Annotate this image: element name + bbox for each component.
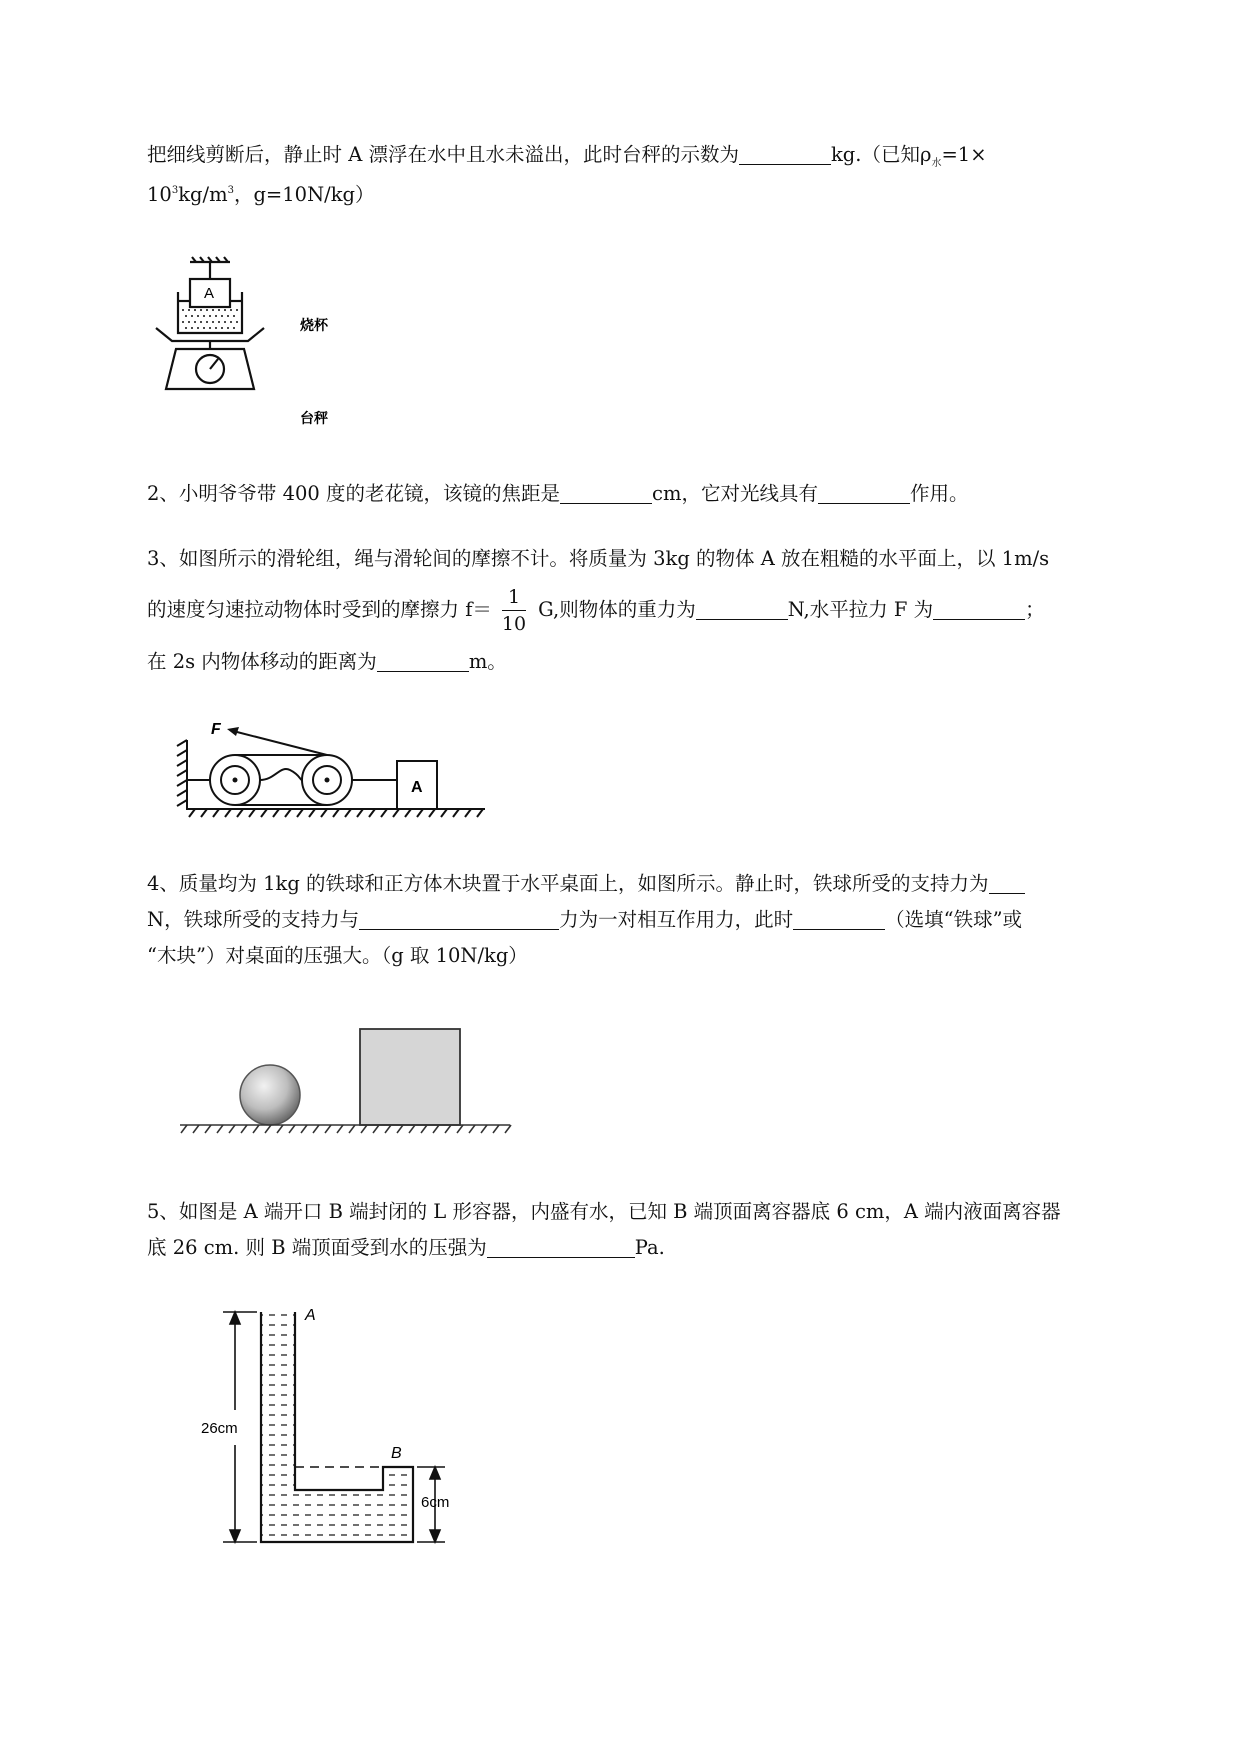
q5-blank-pressure[interactable]	[487, 1237, 635, 1258]
figure-pulley-system	[175, 720, 495, 820]
figure-ball-and-block	[175, 1015, 535, 1135]
q2-text: 2、小明爷爷带 400 度的老花镜，该镜的焦距是 cm，它对光线具有 作用。	[147, 482, 969, 505]
q4-blank-support-force[interactable]	[989, 873, 1025, 894]
q1-answer-blank[interactable]	[739, 144, 831, 165]
q3-text-line2: 的速度匀速拉动物体时受到的摩擦力 f＝ $\frac{1}{10}$ G,则物体的重力为 N,水平拉力 F 为 ；	[147, 586, 1045, 635]
fig1-label-a: A	[204, 285, 215, 302]
wood-block	[360, 1029, 460, 1125]
q4-text-line3: “木块”）对桌面的压强大。（g 取 10N/kg）	[147, 944, 528, 967]
figure-l-shaped-container	[195, 1300, 475, 1560]
q2-blank-focal-length[interactable]	[560, 483, 652, 504]
q3-blank-weight[interactable]	[696, 599, 788, 620]
q4-blank-pair-force[interactable]	[359, 909, 559, 930]
fig3-label-f: F	[211, 721, 221, 738]
fig5-label-6cm: 6cm	[421, 1494, 450, 1511]
q3-blank-distance[interactable]	[377, 651, 469, 672]
q4-text-line1: 4、质量均为 1kg 的铁球和正方体木块置于水平桌面上，如图所示。静止时，铁球所受的支持力为	[147, 870, 1025, 898]
q3-text-line3: 在 2s 内物体移动的距离为 m。	[147, 650, 507, 673]
q1-text-line2: $10^3kg/m^3$，g=10N/kg）	[147, 183, 375, 206]
fig1-label-scale: 台秤	[300, 410, 328, 426]
q5-text-line2: 底 26 cm. 则 B 端顶面受到水的压强为 Pa.	[147, 1236, 665, 1259]
q3-text-line1: 3、如图所示的滑轮组，绳与滑轮间的摩擦不计。将质量为 3kg 的物体 A 放在粗糙的水平面上，以 1m/s	[147, 547, 1050, 570]
fig5-label-26cm: 26cm	[201, 1420, 238, 1437]
iron-ball	[240, 1065, 300, 1125]
fig5-label-a: A	[305, 1307, 316, 1324]
fig1-label-beaker: 烧杯	[300, 317, 328, 333]
q2-blank-effect[interactable]	[818, 483, 910, 504]
figure-beaker-on-scale	[150, 255, 370, 440]
fig3-label-a: A	[411, 779, 423, 796]
q3-fraction: $\frac{1}{10}$	[501, 586, 527, 635]
q5-text-line1: 5、如图是 A 端开口 B 端封闭的 L 形容器，内盛有水，已知 B 端顶面离容器底 6 cm，A 端内液面离容器	[147, 1200, 1061, 1223]
q1-text-line1: 把细线剪断后，静止时 A 漂浮在水中且水未溢出，此时台秤的示数为 kg.（已知$\rho_水=1\times$	[147, 143, 987, 169]
q4-text-line2: N，铁球所受的支持力与 力为一对相互作用力，此时 （选填“铁球”或	[147, 908, 1023, 931]
q3-blank-force[interactable]	[933, 599, 1025, 620]
q4-blank-object[interactable]	[793, 909, 885, 930]
fig5-label-b: B	[391, 1445, 402, 1462]
